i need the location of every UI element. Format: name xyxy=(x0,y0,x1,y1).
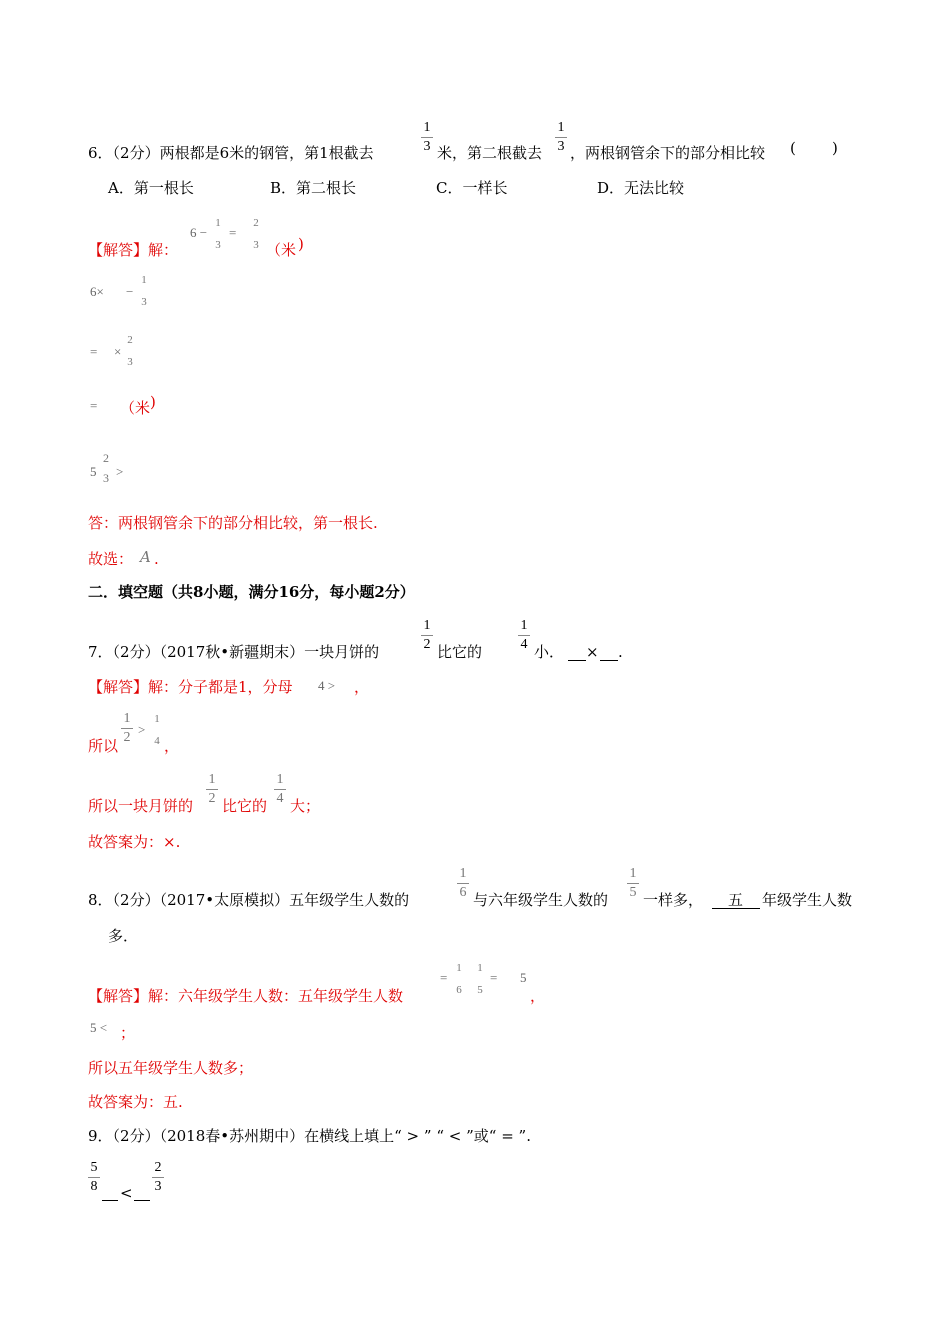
q6-choice-label: 故选： xyxy=(88,550,134,568)
q8-sol-frac1 xyxy=(453,960,465,998)
q8-suffix-b: 年级学生人数 xyxy=(762,891,853,909)
q7-so2-a: 所以一块月饼的 xyxy=(88,797,194,815)
q6-l1-result xyxy=(250,215,262,253)
q6-stem xyxy=(88,143,374,163)
q6-l3-b: × xyxy=(114,344,122,359)
answer-blank-right xyxy=(134,1200,150,1201)
q6-frac2 xyxy=(555,120,567,155)
frac-denominator: 3 xyxy=(253,239,259,251)
frac-numerator: 1 xyxy=(208,772,216,787)
q8-sol: 【解答】解：六年级学生人数：五年级学生人数 xyxy=(88,987,404,1005)
frac-numerator: 1 xyxy=(276,772,284,787)
q7-so1-end: ， xyxy=(164,737,180,755)
q8-frac2 xyxy=(627,866,639,901)
frac-denominator: 3 xyxy=(215,239,221,251)
q7-mid: 比它的 xyxy=(437,643,483,661)
q8-so: 所以五年级学生人数多； xyxy=(88,1059,254,1077)
frac-denominator: 3 xyxy=(141,296,147,308)
q6-l3-frac xyxy=(124,332,136,370)
frac-numerator: 1 xyxy=(456,962,462,974)
q7-so2-c: 大； xyxy=(290,797,321,815)
q7-prefix: 7．（2分）（2017秋•新疆期末）一块月饼的 xyxy=(88,643,380,661)
q9-frac2 xyxy=(152,1160,164,1195)
q7-frac2 xyxy=(518,618,530,653)
q8-mid: 与六年级学生人数的 xyxy=(473,891,609,909)
q7-suffix: 小． xyxy=(534,643,565,661)
frac-denominator: 3 xyxy=(103,471,109,485)
q6-l1-eq: = xyxy=(229,225,237,240)
q6-l1-unit: （米 xyxy=(266,241,297,259)
q9-symbol[interactable]: < xyxy=(120,1184,133,1202)
q6-l2-b: − xyxy=(126,284,134,299)
q6-option-d[interactable]: D．无法比较 xyxy=(597,179,685,197)
q6-option-c[interactable]: C．一样长 xyxy=(436,179,508,197)
q7-so2-frac1 xyxy=(206,772,218,807)
q6-conclusion: 答：两根钢管余下的部分相比较，第一根长. xyxy=(88,514,378,532)
frac-numerator: 5 xyxy=(90,1160,98,1175)
q6-l5-b: > xyxy=(116,464,124,479)
frac-numerator: 1 xyxy=(423,120,431,135)
q8-cmp: 5 < xyxy=(90,1020,108,1035)
q7-sol-num: 4 > xyxy=(318,678,336,693)
section-heading: 二．填空题（共8小题，满分16分，每小题2分） xyxy=(88,583,415,601)
frac-denominator: 3 xyxy=(423,139,431,154)
frac-numerator: 2 xyxy=(127,334,133,346)
frac-denominator: 6 xyxy=(459,885,467,900)
q6-mid1: 米，第二根截去 xyxy=(437,144,543,162)
q7-sol-end: ， xyxy=(354,678,370,696)
q6-l3-a: = xyxy=(90,344,98,359)
frac-numerator: 2 xyxy=(154,1160,162,1175)
frac-numerator: 1 xyxy=(423,618,431,633)
q6-l2-a: 6× xyxy=(90,284,104,299)
q8-frac1 xyxy=(457,866,469,901)
frac-numerator: 2 xyxy=(253,217,259,229)
q8-answer[interactable]: 五 xyxy=(728,891,744,909)
frac-numerator: 1 xyxy=(154,713,160,725)
answer-blank-left xyxy=(102,1200,118,1201)
q9-prefix: 9．（2分）（2018春•苏州期中）在横线上填上“ > ” “ < ”或“ = ”. xyxy=(88,1127,531,1145)
frac-denominator: 5 xyxy=(477,984,483,996)
q6-answer-head: 【解答】解： xyxy=(88,241,179,259)
q9-frac1 xyxy=(88,1160,100,1195)
q6-l5-frac xyxy=(100,450,112,486)
answer-blank-right xyxy=(600,660,618,661)
q8-suffix-a: 一样多， xyxy=(643,891,704,909)
frac-denominator: 3 xyxy=(154,1179,162,1194)
frac-denominator: 3 xyxy=(557,139,565,154)
q7-frac1 xyxy=(421,618,433,653)
frac-denominator: 2 xyxy=(423,637,431,652)
q6-option-b[interactable]: B．第二根长 xyxy=(270,179,357,197)
frac-denominator: 8 xyxy=(90,1179,98,1194)
q6-choice-value: A xyxy=(140,548,151,566)
q6-l2-frac xyxy=(138,272,150,310)
frac-numerator: 1 xyxy=(123,711,131,726)
q6-l1-close: ) xyxy=(298,235,304,253)
q6-paren-open: ( xyxy=(790,139,796,157)
q7-so1-frac1 xyxy=(121,711,133,746)
q6-l4-a: = xyxy=(90,398,98,413)
q8-sol-result: 5 xyxy=(520,970,527,985)
q6-option-a[interactable]: A．第一根长 xyxy=(108,179,194,197)
q8-final: 故答案为：五. xyxy=(88,1093,183,1111)
frac-denominator: 3 xyxy=(127,356,133,368)
q8-sol-frac2 xyxy=(474,960,486,998)
frac-denominator: 6 xyxy=(456,984,462,996)
frac-numerator: 1 xyxy=(215,217,221,229)
q6-mid2: ，两根钢管余下的部分相比较 xyxy=(570,144,766,162)
q7-so2-frac2 xyxy=(274,772,286,807)
q7-so2-b: 比它的 xyxy=(222,797,268,815)
q6-l4-close: ) xyxy=(150,393,156,411)
q6-choice-end: . xyxy=(154,550,159,568)
frac-denominator: 4 xyxy=(154,735,160,747)
q8-sol-eq1: = xyxy=(440,970,448,985)
q6-l4-unit: （米 xyxy=(120,399,151,417)
q8-line2: 多． xyxy=(108,927,139,945)
frac-numerator: 1 xyxy=(141,274,147,286)
q6-l1-a: 6 − xyxy=(190,225,208,240)
q7-so1-frac2 xyxy=(151,711,163,749)
q7-sol-head: 【解答】解：分子都是1，分母 xyxy=(88,678,293,696)
frac-denominator: 5 xyxy=(629,885,637,900)
q6-l5-a: 5 xyxy=(90,464,97,479)
q7-final: 故答案为：×. xyxy=(88,833,181,851)
frac-denominator: 4 xyxy=(276,791,284,806)
frac-numerator: 1 xyxy=(557,120,565,135)
q8-sol-eq2: = xyxy=(490,970,498,985)
q6-paren-close: ) xyxy=(832,139,838,157)
q7-so1-gt: > xyxy=(138,722,146,737)
frac-numerator: 2 xyxy=(103,451,109,465)
q7-so1: 所以 xyxy=(88,737,119,755)
frac-denominator: 2 xyxy=(123,730,131,745)
q8-cmp-end: ； xyxy=(120,1024,136,1042)
frac-numerator: 1 xyxy=(477,962,483,974)
frac-numerator: 1 xyxy=(629,866,637,881)
frac-denominator: 4 xyxy=(520,637,528,652)
q6-prefix: 6．（2分）两根都是6米的钢管，第1根截去 xyxy=(88,144,374,162)
q6-l1-frac xyxy=(212,215,224,253)
frac-numerator: 1 xyxy=(459,866,467,881)
answer-blank-left xyxy=(568,660,586,661)
q7-answer[interactable]: × xyxy=(586,643,599,661)
frac-denominator: 2 xyxy=(208,791,216,806)
q8-prefix: 8．（2分）（2017•太原模拟）五年级学生人数的 xyxy=(88,891,410,909)
frac-numerator: 1 xyxy=(520,618,528,633)
q7-end: . xyxy=(618,643,623,661)
q6-frac1 xyxy=(421,120,433,155)
q8-sol-end: ， xyxy=(530,987,546,1005)
